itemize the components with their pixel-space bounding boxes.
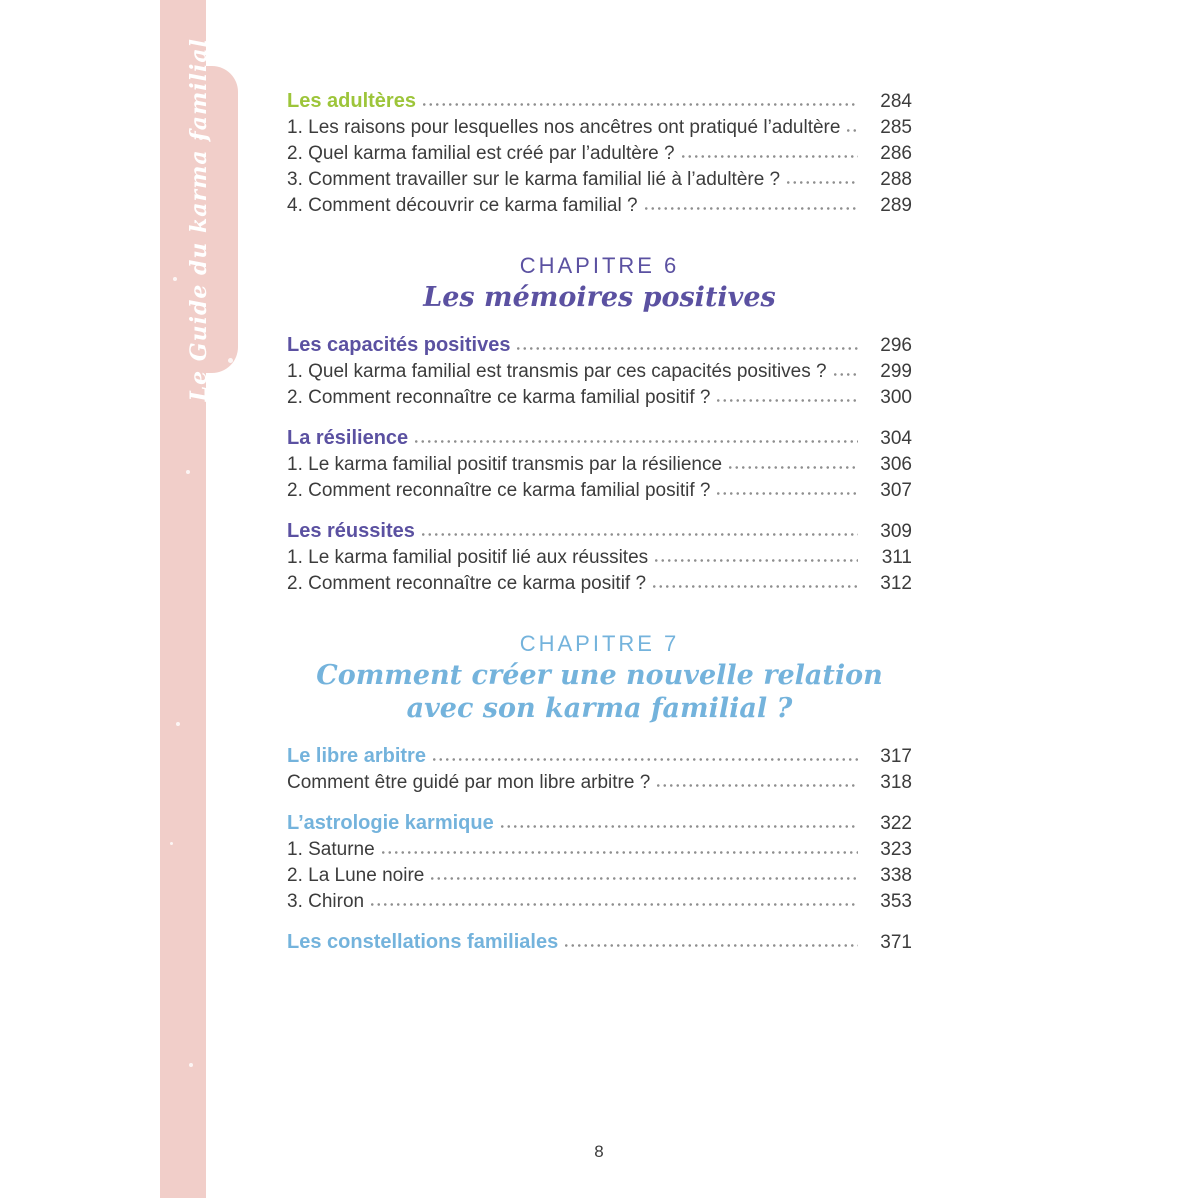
dot-leader: [515, 346, 858, 351]
chapter-heading: [287, 629, 912, 725]
toc-entry-label: 4. Comment découvrir ce karma familial ?: [287, 195, 638, 216]
dot-leader: [563, 943, 858, 948]
toc-section-heading: Les réussites: [287, 520, 415, 542]
toc-page-number: 288: [880, 169, 912, 190]
toc-row: [287, 141, 912, 167]
toc-entry-label: 3. Comment travailler sur le karma familial lié à l’adultère ?: [287, 169, 781, 190]
toc-row: [287, 115, 912, 141]
chapter-title-line: Comment créer une nouvelle relation: [316, 660, 883, 691]
sparkle-dot: [189, 1063, 193, 1067]
toc-row: [287, 478, 912, 504]
dot-leader: [369, 902, 858, 907]
toc-section: [287, 810, 912, 915]
toc-row: [287, 385, 912, 411]
toc-entry-label: 1. Les raisons pour lesquelles nos ancêtres ont pratiqué l’adultère: [287, 117, 841, 138]
toc-row: [287, 837, 912, 863]
spine-label-wrap: [160, 37, 238, 402]
toc-section: [287, 88, 912, 219]
sparkle-dot: [176, 722, 180, 726]
toc-section-heading: L’astrologie karmique: [287, 812, 494, 834]
toc-row: [287, 193, 912, 219]
toc-page-number: 289: [880, 195, 912, 216]
toc-entry-label: 2. La Lune noire: [287, 865, 425, 886]
dot-leader: [420, 532, 858, 537]
dot-leader: [380, 850, 858, 855]
page-number-footer: 8: [594, 1142, 604, 1161]
dot-leader: [655, 783, 858, 788]
dot-leader: [653, 558, 858, 563]
toc-entry-label: 1. Le karma familial positif transmis par la résilience: [287, 454, 723, 475]
toc-section-heading: Les adultères: [287, 90, 416, 112]
dot-leader: [832, 372, 858, 377]
dot-leader: [715, 491, 858, 496]
toc-page-number: 300: [880, 387, 912, 408]
toc-row: [287, 518, 912, 545]
toc-page-number: 284: [880, 91, 912, 112]
dot-leader: [429, 876, 858, 881]
toc-page-number: 306: [880, 454, 912, 475]
toc-page-number: 371: [880, 932, 912, 953]
toc-entry-label: 1. Saturne: [287, 839, 375, 860]
dot-leader: [727, 465, 858, 470]
dot-leader: [785, 180, 858, 185]
sparkle-dot: [186, 470, 190, 474]
toc-page-number: 299: [880, 361, 912, 382]
toc-row: [287, 452, 912, 478]
toc-row: [287, 88, 912, 115]
dot-leader: [643, 206, 858, 211]
toc-page-number: 311: [881, 547, 912, 568]
toc-row: [287, 571, 912, 597]
toc-page-number: 296: [880, 335, 912, 356]
toc-section: [287, 425, 912, 504]
spine-title: Le Guide du karma familial: [186, 37, 212, 402]
toc-entry-label: 2. Comment reconnaître ce karma positif ?: [287, 573, 647, 594]
dot-leader: [413, 439, 858, 444]
toc-entry-label: 2. Quel karma familial est créé par l’adultère ?: [287, 143, 675, 164]
dot-leader: [651, 584, 858, 589]
toc-page-number: 322: [880, 813, 912, 834]
chapter-kicker: CHAPITRE 6: [519, 253, 680, 278]
toc-page-number: 285: [880, 117, 912, 138]
toc-section: [287, 332, 912, 411]
toc-page-number: 318: [880, 772, 912, 793]
dot-leader: [715, 398, 858, 403]
toc-page-number: 286: [880, 143, 912, 164]
toc-row: [287, 770, 912, 796]
toc-row: [287, 810, 912, 837]
toc-page-number: 312: [880, 573, 912, 594]
toc-entry-label: 3. Chiron: [287, 891, 365, 912]
toc-row: [287, 359, 912, 385]
toc-section-heading: La résilience: [287, 427, 409, 449]
toc-page-number: 353: [880, 891, 912, 912]
toc-row: [287, 889, 912, 915]
toc-page-number: 309: [880, 521, 912, 542]
table-of-contents: [287, 88, 912, 970]
toc-page-number: 304: [880, 428, 912, 449]
chapter-kicker: CHAPITRE 7: [519, 631, 680, 656]
dot-leader: [845, 128, 858, 133]
toc-entry-label: Comment être guidé par mon libre arbitre ?: [287, 772, 651, 793]
toc-row: [287, 929, 912, 956]
toc-page-number: 317: [880, 746, 912, 767]
toc-page-number: 323: [880, 839, 912, 860]
toc-section-heading: Les constellations familiales: [287, 931, 559, 953]
chapter-title-line: Les mémoires positives: [423, 282, 776, 313]
dot-leader: [431, 757, 858, 762]
sparkle-dot: [170, 842, 173, 845]
chapter-title-line: avec son karma familial ?: [406, 693, 793, 724]
toc-row: [287, 332, 912, 359]
toc-row: [287, 743, 912, 770]
toc-section: [287, 929, 912, 956]
toc-row: [287, 863, 912, 889]
toc-entry-label: 1. Le karma familial positif lié aux réussites: [287, 547, 649, 568]
toc-section: [287, 743, 912, 796]
toc-section-heading: Le libre arbitre: [287, 745, 426, 767]
toc-row: [287, 167, 912, 193]
toc-entry-label: 1. Quel karma familial est transmis par ces capacités positives ?: [287, 361, 827, 382]
dot-leader: [421, 102, 858, 107]
dot-leader: [499, 824, 858, 829]
toc-page-number: 338: [880, 865, 912, 886]
toc-entry-label: 2. Comment reconnaître ce karma familial positif ?: [287, 387, 711, 408]
dot-leader: [680, 154, 858, 159]
toc-section-heading: Les capacités positives: [287, 334, 511, 356]
toc-row: [287, 425, 912, 452]
chapter-heading: [287, 251, 912, 314]
toc-entry-label: 2. Comment reconnaître ce karma familial positif ?: [287, 480, 711, 501]
toc-row: [287, 545, 912, 571]
toc-page-number: 307: [880, 480, 912, 501]
toc-section: [287, 518, 912, 597]
